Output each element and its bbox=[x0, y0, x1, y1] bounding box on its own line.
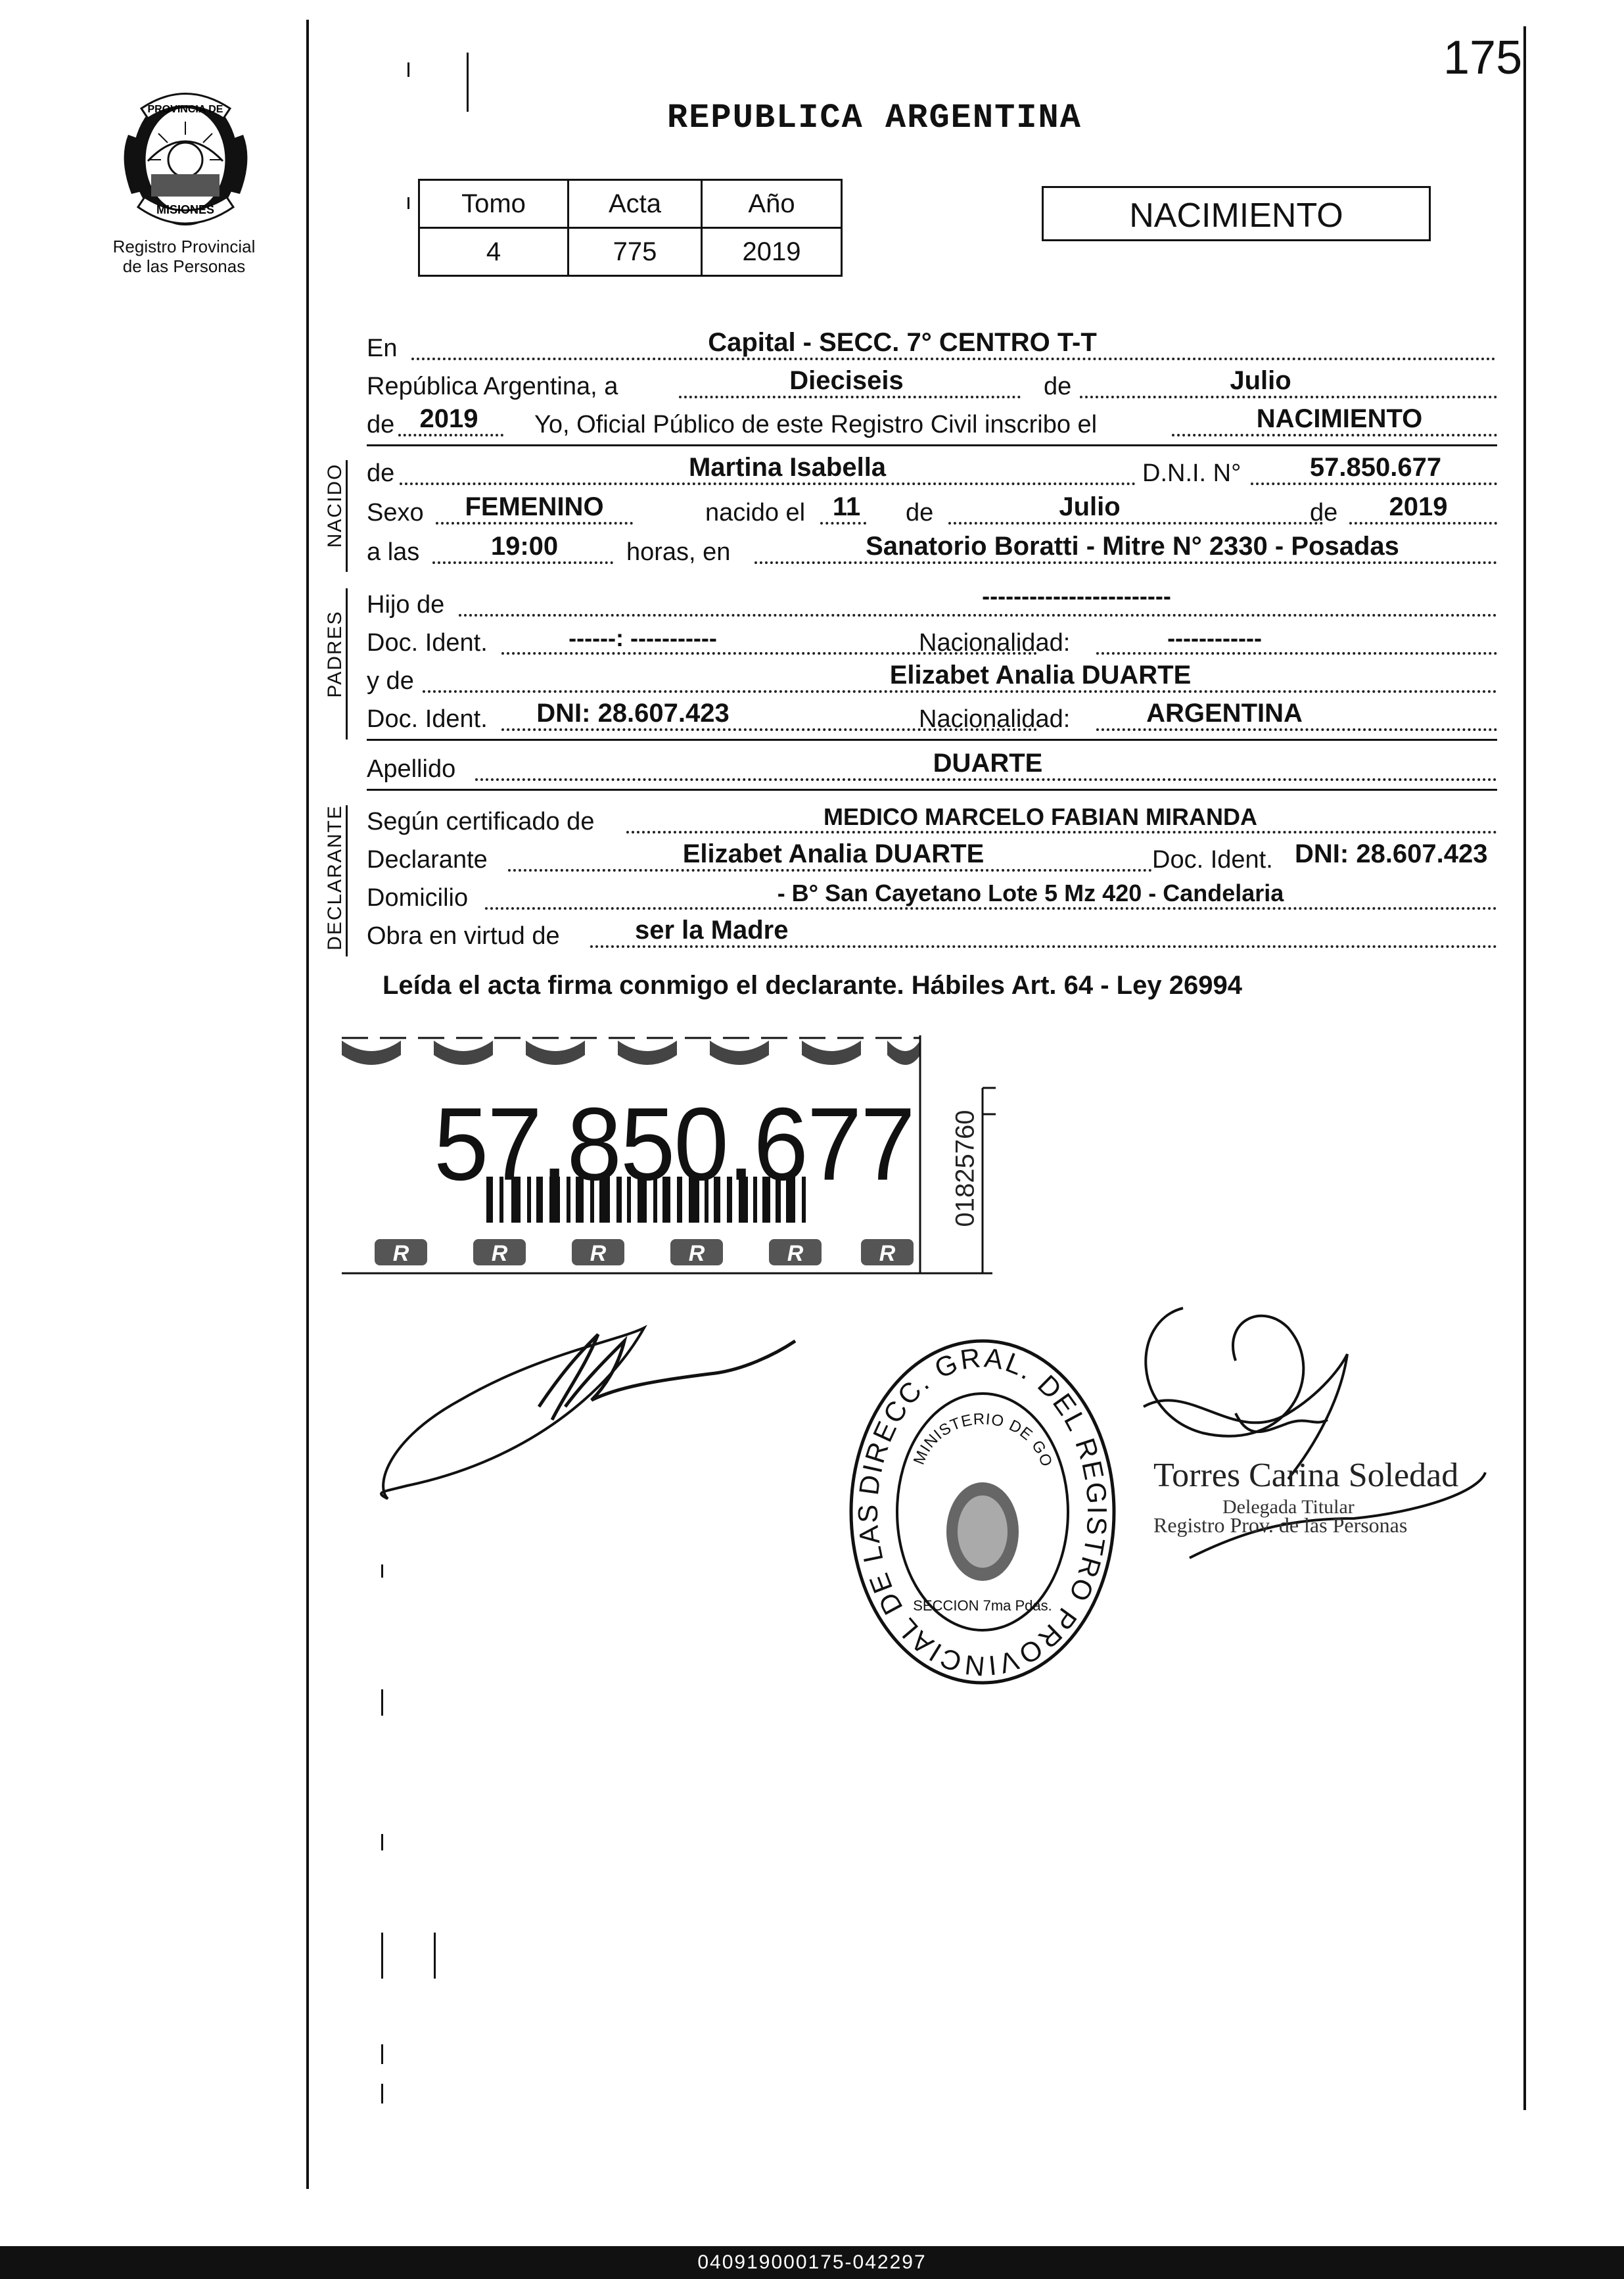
margin-tick bbox=[381, 2044, 383, 2064]
svg-text:SECCION 7ma Pdas.: SECCION 7ma Pdas. bbox=[913, 1597, 1052, 1614]
delegate-office: Registro Prov. de las Personas bbox=[1153, 1513, 1408, 1537]
row-obra: Obra en virtud de ser la Madre bbox=[367, 916, 1497, 954]
birth-place: Sanatorio Boratti - Mitre N° 2330 - Posadas bbox=[866, 532, 1399, 561]
child-sex: FEMENINO bbox=[465, 492, 604, 521]
header-tomo: Tomo bbox=[419, 180, 568, 228]
value-acta: 775 bbox=[568, 228, 702, 276]
row-nacido-sexo: Sexo FEMENINO nacido el 11 de Julio de 2019 bbox=[367, 493, 1497, 531]
section-separator bbox=[367, 444, 1497, 446]
row-domicilio: Domicilio - B° San Cayetano Lote 5 Mz 420 - Candelaria bbox=[367, 878, 1497, 916]
svg-text:R: R bbox=[590, 1241, 607, 1266]
declarant-address: - B° San Cayetano Lote 5 Mz 420 - Candelaria bbox=[777, 880, 1284, 906]
document-title: REPUBLICA ARGENTINA bbox=[667, 99, 1082, 137]
declarant-relation: ser la Madre bbox=[635, 916, 789, 945]
row-apellido: Apellido DUARTE bbox=[367, 749, 1497, 787]
svg-text:MISIONES: MISIONES bbox=[156, 203, 215, 216]
header-acta: Acta bbox=[568, 180, 702, 228]
margin-tick bbox=[381, 1933, 383, 1979]
header-anio: Año bbox=[702, 180, 842, 228]
birth-hour: 19:00 bbox=[490, 532, 559, 561]
birth-day: 11 bbox=[832, 492, 861, 521]
registry-act-type: NACIMIENTO bbox=[1256, 404, 1423, 433]
value-anio: 2019 bbox=[702, 228, 842, 276]
closing-note: Leída el acta firma conmigo el declarante. Hábiles Art. 64 - Ley 26994 bbox=[383, 971, 1242, 1000]
svg-text:MINISTERIO DE GOBIERNO: MINISTERIO DE GO bbox=[910, 1410, 1056, 1470]
row-en: En Capital - SECC. 7° CENTRO T-T bbox=[367, 329, 1497, 367]
svg-text:R: R bbox=[491, 1241, 508, 1266]
row-declarante: Declarante Elizabet Analia DUARTE Doc. Ident. DNI: 28.607.423 bbox=[367, 839, 1488, 874]
registry-day: Dieciseis bbox=[789, 366, 904, 395]
row-doc2: Doc. Ident. DNI: 28.607.423 Nacionalidad: ARGENTINA bbox=[367, 699, 1497, 738]
mother-name: Elizabet Analia DUARTE bbox=[889, 661, 1192, 690]
signature-official bbox=[368, 1288, 828, 1518]
row-republica: República Argentina, a Dieciseis de Julio bbox=[367, 367, 1497, 405]
section-label-padres: PADRES bbox=[324, 610, 346, 698]
row-certificado: Según certificado de MEDICO MARCELO FABIAN MIRANDA bbox=[367, 802, 1497, 840]
province-emblem-icon bbox=[115, 82, 256, 233]
sticker-serial: 01825760 bbox=[950, 1110, 980, 1227]
declarant-name: Elizabet Analia DUARTE bbox=[682, 839, 985, 868]
birth-year: 2019 bbox=[1389, 492, 1448, 521]
father-name: ------------------------ bbox=[982, 582, 1171, 609]
father-nationality: ------------ bbox=[1167, 624, 1262, 651]
section-label-declarante: DECLARANTE bbox=[324, 805, 346, 951]
certificate-issuer: MEDICO MARCELO FABIAN MIRANDA bbox=[824, 803, 1257, 830]
birth-month: Julio bbox=[1059, 492, 1121, 521]
section-separator bbox=[367, 739, 1497, 741]
margin-tick bbox=[381, 1564, 383, 1578]
svg-text:R: R bbox=[392, 1241, 409, 1266]
margin-tick bbox=[381, 1689, 383, 1716]
record-type-box: NACIMIENTO bbox=[1042, 186, 1431, 241]
section-label-nacido: NACIDO bbox=[324, 463, 346, 548]
child-name: Martina Isabella bbox=[688, 453, 887, 482]
page-number: 175 bbox=[1443, 32, 1523, 84]
right-margin-line bbox=[1523, 26, 1526, 2110]
place-of-registry: Capital - SECC. 7° CENTRO T-T bbox=[708, 328, 1097, 357]
row-doc1: Doc. Ident. ------: ----------- Nacionalidad: ------------ bbox=[367, 623, 1497, 661]
svg-text:R: R bbox=[688, 1241, 705, 1266]
svg-text:PROVINCIA DE: PROVINCIA DE bbox=[147, 104, 223, 115]
registry-month: Julio bbox=[1230, 366, 1291, 395]
row-y-de: y de Elizabet Analia DUARTE bbox=[367, 661, 1497, 699]
signature-delegate bbox=[1091, 1282, 1498, 1597]
sticker-dni-number: 57.850.677 bbox=[434, 1085, 914, 1202]
svg-text:R: R bbox=[879, 1241, 896, 1266]
delegate-role: Delegada Titular bbox=[1222, 1496, 1355, 1518]
margin-tick bbox=[467, 53, 469, 112]
svg-text:DIRECC. GRAL. DEL REGISTRO PRO: DIRECC. GRAL. DEL REGISTRO PROVINCIAL DE LAS bbox=[852, 1342, 1113, 1682]
margin-tick bbox=[381, 1834, 383, 1850]
value-tomo: 4 bbox=[419, 228, 568, 276]
mother-doc: DNI: 28.607.423 bbox=[536, 699, 730, 728]
official-seal bbox=[841, 1334, 1124, 1689]
mother-nationality: ARGENTINA bbox=[1146, 699, 1303, 728]
child-dni: 57.850.677 bbox=[1309, 453, 1442, 482]
margin-tick bbox=[381, 2084, 383, 2103]
margin-tick bbox=[407, 197, 409, 209]
child-surname: DUARTE bbox=[933, 749, 1043, 778]
father-doc: ------: ----------- bbox=[568, 624, 717, 651]
section-separator bbox=[367, 789, 1497, 791]
row-nacido-hora: a las 19:00 horas, en Sanatorio Boratti - Mitre N° 2330 - Posadas bbox=[367, 532, 1497, 571]
margin-tick bbox=[407, 62, 409, 77]
margin-tick bbox=[434, 1933, 436, 1979]
row-year: de 2019 Yo, Oficial Público de este Registro Civil inscribo el NACIMIENTO bbox=[367, 405, 1497, 443]
registry-caption: Registro Provincial de las Personas bbox=[112, 237, 256, 276]
delegate-name: Torres Carina Soledad bbox=[1153, 1457, 1459, 1494]
registry-year: 2019 bbox=[419, 404, 478, 433]
record-table bbox=[418, 179, 843, 277]
left-margin-line bbox=[306, 20, 309, 2189]
svg-text:R: R bbox=[787, 1241, 804, 1266]
document-code: 040919000175-042297 bbox=[697, 2251, 927, 2273]
row-hijo-de: Hijo de ------------------------ bbox=[367, 585, 1497, 623]
declarant-doc: DNI: 28.607.423 bbox=[1295, 839, 1488, 868]
row-nacido-name: de Martina Isabella D.N.I. N° 57.850.677 bbox=[367, 454, 1497, 492]
